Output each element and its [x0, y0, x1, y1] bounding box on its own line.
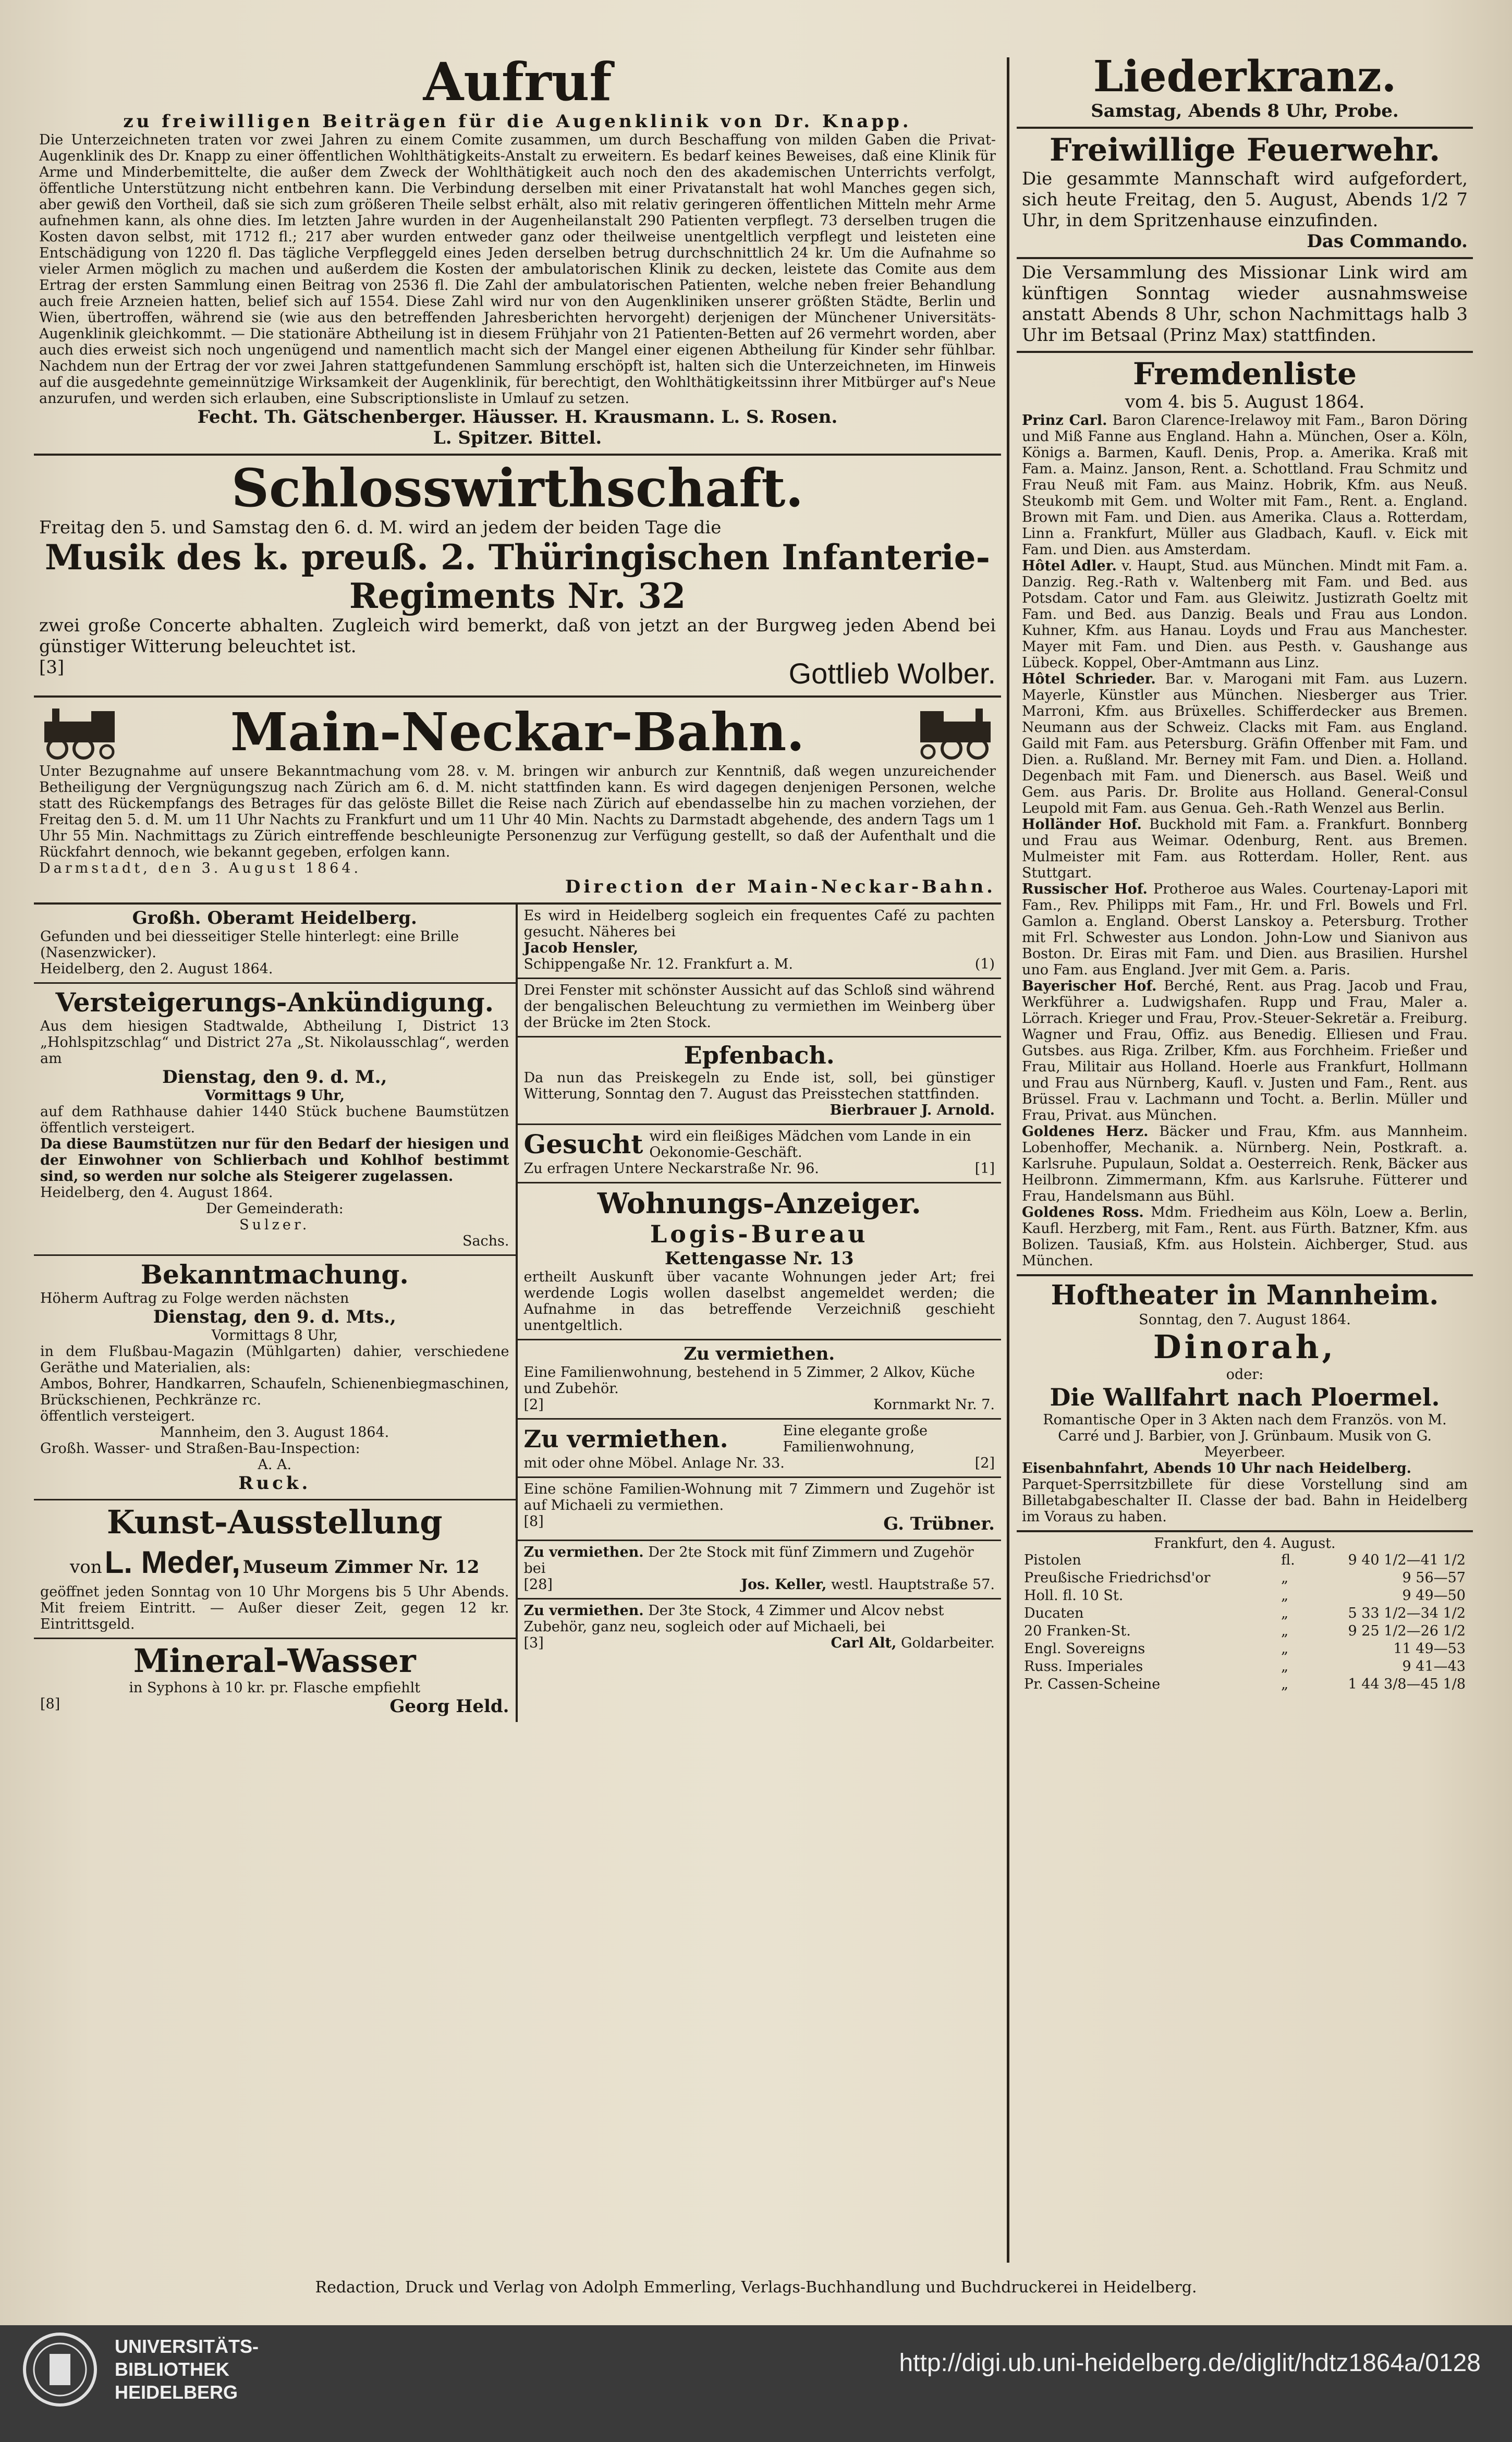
kunst-name: L. Meder,	[104, 1545, 240, 1580]
vermieten-4-title: Zu vermiethen.	[523, 1544, 644, 1560]
mineral-title: Mineral-Wasser	[133, 1642, 416, 1680]
feuerwehr-ad	[1017, 129, 1473, 259]
money-name: Holl. fl. 10 St.	[1024, 1588, 1124, 1604]
versteigerung-ad	[34, 984, 516, 1256]
money-name: Pistolen	[1024, 1552, 1081, 1568]
money-name: 20 Franken-St.	[1024, 1623, 1131, 1639]
vermieten-5-body: Der 3te Stock, 4 Zimmer und Alcov nebst Zubehör, ganz neu, sogleich oder auf Michaeli, bei	[523, 1603, 944, 1635]
left-column	[34, 50, 1001, 2249]
schloss-band-line2: Regiments Nr. 32	[349, 576, 686, 616]
schloss-line1: Freitag den 5. und Samstag den 6. d. M. wird an jedem der beiden Tage die	[39, 517, 722, 538]
wohnungs-body: ertheilt Auskunft über vacante Wohnungen jeder Art; frei werdende Logis wollen daselbst angemeldet werden; die Aufnahme in das betreffende Verzeichniß geschieht unentgeltlich.	[523, 1269, 995, 1334]
bekannt-ad	[34, 1256, 516, 1500]
aufruf-title: Aufruf	[423, 51, 612, 113]
fremdenliste-hotel: Holländer Hof.	[1022, 816, 1142, 833]
theater-oder: oder:	[1226, 1366, 1264, 1383]
epfenbach-title: Epfenbach.	[684, 1041, 835, 1069]
bahn-body: Unter Bezugnahme auf unsere Bekanntmachung vom 28. v. M. bringen wir anburch zur Kenntniß, daß wegen unzureichender Betheiligung der Vergnügungszug nach Zürich am 6. d. M. nicht stattfinden kann. Es wird dagegen denjenigen Personen, welche statt des Rückempfangs des Betrages für das gelöste Billet die Reise nach Zürich auf ebendasselbe hin zu machen vorziehen, der Freitag den 5. d. M. um 11 Uhr Nachts zu Frankfurt und um 11 Uhr 40 Min. Nachts zu Darmstadt abgehende, des andern Tags um 1 Uhr 55 Min. Nachmittags zu Zürich eintreffende beschleunigte Personenzug zur Verfügung gestellt, so daß der Aufenthalt und die Rückfahrt dennoch, wie bekannt gegeben, erfolgen kann.	[39, 763, 996, 860]
money-val: 5 33 1/2—34 1/2	[1348, 1605, 1466, 1621]
versteigerung-time: Vormittags 9 Uhr,	[204, 1088, 345, 1104]
library-name-line2: BIBLIOTHEK	[115, 2359, 229, 2380]
money-row	[1022, 1552, 1468, 1569]
money-cur: „	[1281, 1658, 1289, 1675]
fremdenliste-sub: vom 4. bis 5. August 1864.	[1125, 392, 1365, 412]
library-seal-icon	[21, 2330, 99, 2409]
bekannt-body3: Ambos, Bohrer, Handkarren, Schaufeln, Schienenbiegmaschinen, Brückschienen, Pechkränze rc.	[40, 1376, 509, 1408]
fremdenliste-entry	[1022, 1204, 1468, 1269]
bekannt-body4: öffentlich versteigert.	[40, 1408, 196, 1424]
schloss-band-line1: Musik des k. preuß. 2. Thüringischen Infanterie-	[45, 537, 990, 578]
bekannt-signer2: A. A.	[258, 1457, 292, 1473]
epfenbach-signer: Bierbrauer J. Arnold.	[830, 1102, 995, 1118]
fremdenliste-guests: Protheroe aus Wales. Courtenay-Lapori mit Fam., Rev. Philipps mit Fam., Hr. und Frl. Bowels und Frl. Gamlon a. England. Oberst Lanskoy a. Petersburg. Trother mit Frl. Schwester aus London. John-Low und Sianivon aus Boston. Dr. Eiras mit Fam. und Dien. aus Brasilien. Hurshel uno Fam. aus England. Jver mit Gem. a. Paris.	[1022, 881, 1468, 978]
money-val: 9 25 1/2—26 1/2	[1348, 1623, 1466, 1639]
vermieten-4-num: [28]	[523, 1577, 553, 1593]
epfenbach-body: Da nun das Preiskegeln zu Ende ist, soll, bei günstiger Witterung, Sonntag den 7. August das Preisstechen stattfinden.	[523, 1070, 995, 1102]
cafe-ad	[518, 905, 1002, 979]
wohnungs-title: Wohnungs-Anzeiger.	[597, 1187, 921, 1220]
digital-source-link[interactable]: http://digi.ub.uni-heidelberg.de/diglit/hdtz1864a/0128	[899, 2349, 1481, 2377]
versteigerung-signer3: Sachs.	[462, 1233, 509, 1249]
missionar-body: Die Versammlung des Missionar Link wird am künftigen Sonntag wieder ausnahmsweise anstatt Abends 8 Uhr, schon Nachmittags halb 3 Uhr im Betsaal (Prinz Max) stattfinden.	[1022, 262, 1468, 346]
money-name: Engl. Sovereigns	[1024, 1641, 1145, 1657]
feuerwehr-title: Freiwillige Feuerwehr.	[1049, 132, 1441, 168]
cafe-num: (1)	[974, 956, 995, 972]
locomotive-icon	[910, 701, 996, 763]
fremdenliste-hotel: Bayerischer Hof.	[1022, 978, 1157, 994]
gesucht-line: Zu erfragen Untere Neckarstraße Nr. 96.	[523, 1161, 819, 1177]
bekannt-body1: Höherm Auftrag zu Folge werden nächsten	[40, 1290, 349, 1307]
kunst-ad	[34, 1500, 516, 1639]
theater-ad	[1017, 1276, 1473, 1532]
fremdenliste-entry	[1022, 558, 1468, 671]
fremdenliste-hotel: Prinz Carl.	[1022, 412, 1107, 429]
theater-date: Sonntag, den 7. August 1864.	[1139, 1312, 1351, 1328]
versteigerung-signer2: Sulzer.	[239, 1217, 310, 1233]
bekannt-title: Bekanntmachung.	[140, 1259, 409, 1290]
money-cur: „	[1281, 1676, 1289, 1692]
bahn-place: Darmstadt, den 3. August 1864.	[39, 860, 362, 876]
theater-title: Hoftheater in Mannheim.	[1051, 1279, 1439, 1311]
money-val: 11 49—53	[1393, 1641, 1466, 1657]
fremdenliste-entries	[1022, 412, 1468, 1269]
vermieten-4-signer: Jos. Keller,	[741, 1577, 827, 1593]
vermieten-3-signer: G. Trübner.	[883, 1513, 995, 1534]
money-val: 1 44 3/8—45 1/8	[1348, 1676, 1466, 1692]
vermieten-1-num: [2]	[523, 1397, 544, 1413]
feuerwehr-signer: Das Commando.	[1307, 231, 1468, 252]
vermieten-2-num: [2]	[974, 1455, 995, 1471]
schloss-line2: zwei große Concerte abhalten. Zugleich wird bemerkt, daß von jetzt an der Burgweg jeden Abend bei günstiger Witterung beleuchtet ist.	[39, 615, 996, 657]
money-val: 9 56—57	[1402, 1570, 1466, 1586]
fenster-ad	[518, 979, 1002, 1037]
column-divider	[1007, 57, 1009, 2263]
oberamt-title: Großh. Oberamt Heidelberg.	[132, 908, 417, 929]
aufruf-signers-1: Fecht. Th. Gätschenberger. Häusser. H. Krausmann. L. S. Rosen.	[197, 407, 838, 428]
fremdenliste-hotel: Russischer Hof.	[1022, 881, 1148, 897]
liederkranz-ad	[1017, 50, 1473, 129]
versteigerung-body2: auf dem Rathhause dahier 1440 Stück buchene Baumstützen öffentlich versteigert.	[40, 1104, 509, 1136]
money-row	[1022, 1622, 1468, 1640]
fremdenliste-entry	[1022, 1124, 1468, 1204]
fenster-body: Drei Fenster mit schönster Aussicht auf das Schloß sind während der bengalischen Beleuchtung zu vermiethen im Weinberg über der Brücke im 2ten Stock.	[523, 982, 995, 1031]
kunst-title: Kunst-Ausstellung	[106, 1503, 443, 1541]
money-row	[1022, 1658, 1468, 1676]
vermieten-ad-4	[518, 1541, 1002, 1599]
gesucht-num: [1]	[974, 1161, 995, 1177]
gesucht-body: wird ein fleißiges Mädchen vom Lande in ein Oekonomie-Geschäft.	[649, 1128, 971, 1161]
kunst-body: geöffnet jeden Sonntag von 10 Uhr Morgens bis 5 Uhr Abends. Mit freiem Eintritt. — Außer dieser Zeit, gegen 12 kr. Eintrittsgeld.	[40, 1584, 509, 1632]
fremdenliste-guests: Buckhold mit Fam. a. Frankfurt. Bonnberg und Frau aus Weimar. Odenburg, Rent. aus Bremen. Mulmeister mit Fam. aus Rotterdam. Holler, Rent. aus Stuttgart.	[1022, 816, 1468, 881]
vermieten-5-address: Goldarbeiter.	[901, 1635, 995, 1651]
vermieten-2-side: Eine elegante große Familienwohnung,	[783, 1423, 928, 1455]
money-table	[1022, 1552, 1468, 1693]
fremdenliste-hotel: Hôtel Schrieder.	[1022, 671, 1156, 687]
locomotive-icon	[39, 701, 125, 763]
vermieten-5-num: [3]	[523, 1635, 544, 1651]
schloss-signer: Gottlieb Wolber.	[788, 657, 996, 690]
fremdenliste-guests: Bar. v. Marogani mit Fam. aus Luzern. Mayerle, Künstler aus München. Niesberger aus Trier. Marroni, Kfm. aus Brüxelles. Schifferdecker aus Bremen. Neumann aus der Schweiz. Clacks mit Fam. aus England. Gaild mit Fam. aus Petersburg. Gräfin Offenber mit Fam. und Dien. a. Rußland. Mr. Berney mit Fam. und Dien. a. Holland. Degenbach mit Fam. und Dienersch. aus Basel. Weiß und Gem. aus Paris. Dr. Brolite aus Holland. General-Consul Leupold mit Fam. aus Genua. Geh.-Rath Wenzel aus Berlin.	[1022, 671, 1468, 816]
epfenbach-ad	[518, 1037, 1002, 1125]
money-name: Preußische Friedrichsd'or	[1024, 1570, 1211, 1586]
theater-play2: Die Wallfahrt nach Ploermel.	[1050, 1383, 1440, 1411]
money-header: Frankfurt, den 4. August.	[1154, 1535, 1336, 1552]
mineral-ad	[34, 1639, 516, 1722]
money-row	[1022, 1605, 1468, 1622]
versteigerung-title: Versteigerungs-Ankündigung.	[55, 987, 494, 1018]
money-cur: „	[1281, 1641, 1289, 1657]
schloss-ad	[34, 456, 1001, 698]
vermieten-4-body: Der 2te Stock mit fünf Zimmern und Zugehör bei	[523, 1544, 974, 1577]
wohnungs-sub: Logis-Bureau	[650, 1220, 869, 1248]
cafe-address: Schippengaße Nr. 12. Frankfurt a. M.	[523, 956, 794, 972]
bahn-title: Main-Neckar-Bahn.	[230, 701, 805, 763]
versteigerung-signer1: Der Gemeinderath:	[205, 1201, 344, 1217]
left-subcolumn-b	[518, 905, 1002, 1722]
vermieten-4-address: westl. Hauptstraße 57.	[831, 1577, 995, 1593]
vermieten-ad-3	[518, 1478, 1002, 1541]
money-cur: „	[1281, 1588, 1289, 1604]
vermieten-ad-1	[518, 1340, 1002, 1420]
money-cur: „	[1281, 1605, 1289, 1621]
money-row	[1022, 1587, 1468, 1605]
vermieten-1-address: Kornmarkt Nr. 7.	[873, 1397, 995, 1413]
cafe-body: Es wird in Heidelberg sogleich ein frequentes Café zu pachten gesucht. Näheres bei	[523, 908, 995, 940]
versteigerung-date: Dienstag, den 9. d. M.,	[162, 1067, 387, 1088]
oberamt-body: Gefunden und bei diesseitiger Stelle hinterlegt: eine Brille (Nasenzwicker).	[40, 929, 459, 961]
fremdenliste-hotel: Hôtel Adler.	[1022, 558, 1117, 574]
money-rates	[1017, 1532, 1473, 1699]
money-row	[1022, 1569, 1468, 1587]
vermieten-1-body: Eine Familienwohnung, bestehend in 5 Zimmer, 2 Alkov, Küche und Zubehör.	[523, 1364, 975, 1397]
bekannt-signer1: Großh. Wasser- und Straßen-Bau-Inspection:	[40, 1440, 360, 1457]
mineral-signer: Georg Held.	[389, 1696, 509, 1717]
bahn-ad	[34, 698, 1001, 905]
liederkranz-line: Samstag, Abends 8 Uhr, Probe.	[1091, 101, 1399, 121]
money-row	[1022, 1676, 1468, 1693]
left-subcolumn-a	[34, 905, 518, 1722]
kunst-von: von	[70, 1557, 102, 1578]
money-cur: „	[1281, 1570, 1289, 1586]
page-footer: Redaction, Druck und Verlag von Adolph Emmerling, Verlags-Buchhandlung und Buchdruckerei in Heidelberg.	[315, 2278, 1197, 2297]
vermieten-ad-5	[518, 1599, 1002, 1656]
library-name-line3: HEIDELBERG	[115, 2382, 238, 2403]
missionar-ad	[1017, 259, 1473, 353]
fremdenliste-guests: Bäcker und Frau, Kfm. aus Mannheim. Lobenhoffer, Mechanik. a. Nürnberg. Nein, Postkraft. a. Karlsruhe. Pupulaun, Soldat a. Oesterreich. Renk, Bäcker aus Heilbronn. Zimmermann, Kfm. aus Karlsruhe. Fütterer und Frau, Handelsmann aus Bühl.	[1022, 1124, 1468, 1204]
money-val: 9 49—50	[1402, 1588, 1466, 1604]
fremdenliste-title: Fremdenliste	[1132, 356, 1357, 392]
money-row	[1022, 1640, 1468, 1658]
fremdenliste-entry	[1022, 671, 1468, 816]
bekannt-signer3: Ruck.	[238, 1473, 311, 1494]
aufruf-body: Die Unterzeichneten traten vor zwei Jahren zu einem Comite zusammen, um durch Beschaffung von milden Gaben die Privat-Augenklinik des Dr. Knapp zu einer öffentlichen Wohlthätigkeits-Anstalt zu erweitern. Es bedarf keines Beweises, daß eine Klinik für Arme und Minderbemittelte, die außer dem Zweck der Wohlthätigkeit auch noch den des akademischen Unterrichts verfolgt, öffentliche Unterstützung nicht entbehren kann. Die Verbindung derselben mit einer Privatanstalt hat wohl Manches gegen sich, aber gewiß den Vortheil, daß sie sich zum größeren Theile selbst erhält, also mit relativ geringeren öffentlichen Mitteln mehr Arme aufnehmen kann, als ohne dies. Im letzten Jahre wurden in der Augenheilanstalt 290 Patienten verpflegt. 73 derselben trugen die Kosten davon selbst, mit 1712 fl.; 217 aber wurden entweder ganz oder theilweise unentgeltlich verpflegt und leisteten eine Entschädigung von 1220 fl. Das tägliche Verpfleggeld eines Jeden derselben betrug durchschnittlich 24 kr. Um die Aufnahme so vieler Armen möglich zu machen und außerdem die Kosten der ambulatorischen Klinik zu decken, leistete das Comite aus dem Ertrag der ersten Sammlung einen Beitrag von 2536 fl. Die Zahl der ambulatorischen Patienten, welche neben freier Behandlung auch freie Arzneien hatten, belief sich auf 1554. Diese Zahl wird nur von den Augenkliniken unserer größten Städte, Berlin und Wien, übertroffen, während sie (wie aus den betreffenden Jahresberichten hervorgeht) derjenigen der Münchener Universitäts-Augenklinik gleichkommt. — Die stationäre Abtheilung ist in diesem Frühjahr von 21 Patienten-Betten auf 26 vermehrt worden, aber auch dies erweist sich noch ungenügend und namentlich macht sich der Mangel einer eigenen Abtheilung für Kinder sehr fühlbar. Nachdem nun der Ertrag der vor zwei Jahren stattgefundenen Sammlung erschöpft ist, halten sich die Unterzeichneten, im Hinweis auf die ausgedehnte gemeinnützige Wirksamkeit der Augenklinik, für berechtigt, den Wohlthätigkeitssinn ihrer Mitbürger auf's Neue anzurufen, und werden sich erlauben, eine Subscriptionsliste in Umlauf zu setzen.	[39, 132, 996, 407]
fremdenliste-guests: Mdm. Friedheim aus Köln, Loew a. Berlin, Kaufl. Herzberg, mit Fam., Rent. aus Fürth. Batzner, Kfm. aus Bolizen. Tausiaß, Kfm. aus Holstein. Aichberger, Stud. aus München.	[1022, 1204, 1468, 1269]
versteigerung-body3: Da diese Baumstützen nur für den Bedarf der hiesigen und der Einwohner von Schlierbach und Kohlhof bestimmt sind, so werden nur solche als Steigerer zugelassen.	[40, 1136, 509, 1185]
library-logo[interactable]	[21, 2330, 259, 2409]
vermieten-5-title: Zu vermiethen.	[523, 1603, 644, 1619]
vermieten-ad-2	[518, 1420, 1002, 1478]
fremdenliste-hotel: Goldenes Ross.	[1022, 1204, 1144, 1220]
schloss-title: Schlosswirthschaft.	[231, 457, 804, 519]
money-cur: fl.	[1281, 1552, 1295, 1568]
wohnungs-ad	[518, 1183, 1002, 1340]
kunst-location: Museum Zimmer Nr. 12	[242, 1557, 480, 1578]
vermieten-3-num: [8]	[523, 1513, 544, 1530]
vermieten-5-signer: Carl Alt,	[831, 1635, 897, 1651]
fremdenliste	[1017, 353, 1473, 1276]
theater-desc: Romantische Oper in 3 Akten nach dem Französ. von M. Carré und J. Barbier, von J. Grünbaum. Musik von G. Meyerbeer.	[1043, 1412, 1447, 1460]
fremdenliste-entry	[1022, 881, 1468, 978]
money-val: 9 41—43	[1402, 1658, 1466, 1675]
vermieten-2-title: Zu vermiethen.	[523, 1425, 728, 1453]
mineral-body: in Syphons à 10 kr. pr. Flasche empfiehlt	[129, 1680, 421, 1696]
bahn-signer: Direction der Main-Neckar-Bahn.	[565, 876, 996, 897]
bekannt-time: Vormittags 8 Uhr,	[211, 1327, 338, 1344]
aufruf-signers-2: L. Spitzer. Bittel.	[433, 428, 602, 448]
fremdenliste-guests: Baron Clarence-Irelawoy mit Fam., Baron Döring und Miß Fanne aus England. Hahn a. München, Oser a. Köln, Königs a. Barmen, Kaufl. Denis, Prop. a. Amerika. Kraß mit Fam. a. Mainz. Janson, Rent. a. Schottland. Frau Schmitz und Frau Neuß mit Fam. aus Mainz. Hobrik, Kfm. aus Neuß. Steukomb mit Gem. und Wolter mit Fam., Rent. a. England. Brown mit Fam. und Dien. aus Amerika. Claus a. Rotterdam, Linn a. Frankfurt, Müller aus Gladbach, Kaufl. v. Eick mit Fam. und Dien. aus Amsterdam.	[1022, 412, 1468, 558]
fremdenliste-entry	[1022, 978, 1468, 1124]
versteigerung-body1: Aus dem hiesigen Stadtwalde, Abtheilung I, District 13 „Hohlspitzschlag“ und District 27a „St. Nikolausschlag“, werden am	[40, 1018, 509, 1067]
fremdenliste-entry	[1022, 816, 1468, 881]
oberamt-place: Heidelberg, den 2. August 1864.	[40, 961, 273, 977]
right-column	[1017, 50, 1473, 2249]
money-name: Ducaten	[1024, 1605, 1084, 1621]
feuerwehr-body: Die gesammte Mannschaft wird aufgefordert, sich heute Freitag, den 5. August, Abends 1/2 7 Uhr, in dem Spritzenhause einzufinden.	[1022, 168, 1468, 231]
bekannt-place: Mannheim, den 3. August 1864.	[160, 1424, 389, 1440]
bekannt-body2: in dem Flußbau-Magazin (Mühlgarten) dahier, verschiedene Geräthe und Materialien, als:	[40, 1344, 509, 1376]
versteigerung-place: Heidelberg, den 4. August 1864.	[40, 1185, 273, 1201]
mineral-num: [8]	[40, 1696, 60, 1712]
aufruf-ad	[34, 50, 1001, 456]
liederkranz-title: Liederkranz.	[1093, 52, 1397, 102]
theater-parquet: Parquet-Sperrsitzbillete für diese Vorstellung sind am Billetabgabeschalter II. Classe der bad. Bahn in Heidelberg im Voraus zu haben.	[1022, 1476, 1468, 1525]
left-subcolumns	[34, 905, 1001, 1722]
gesucht-ad	[518, 1125, 1002, 1183]
gesucht-title: Gesucht	[523, 1129, 643, 1159]
money-name: Russ. Imperiales	[1024, 1658, 1143, 1675]
money-name: Pr. Cassen-Scheine	[1024, 1676, 1161, 1692]
money-cur: „	[1281, 1623, 1289, 1639]
wohnungs-address: Kettengasse Nr. 13	[664, 1248, 854, 1269]
money-val: 9 40 1/2—41 1/2	[1348, 1552, 1466, 1568]
theater-train: Eisenbahnfahrt, Abends 10 Uhr nach Heidelberg.	[1022, 1460, 1412, 1476]
fremdenliste-hotel: Goldenes Herz.	[1022, 1124, 1149, 1140]
cafe-name: Jacob Hensler,	[523, 940, 639, 956]
oberamt-ad	[34, 905, 516, 984]
vermieten-2-body: mit oder ohne Möbel. Anlage Nr. 33.	[523, 1455, 785, 1471]
fremdenliste-guests: Berché, Rent. aus Prag. Jacob und Frau, Werkführer a. Ludwigshafen. Rupp und Frau, Maler a. Lörrach. Krieger und Frau, Prov.-Steuer-Sekretär a. Freiburg. Wagner und Frau, Offiz. aus Benedig. Elliesen und Frau. Gutsbes. aus Riga. Zrilber, Kfm. aus Forchheim. Frießer und Frau, Militair aus Holland. Hoerle aus Frankfurt, Hollmann und Frau aus Nürnberg, Kaufl. v. Justen und Fam., Rent. aus Brüssel. Frau v. Lachmann und Tocht. a. Berlin. Müller und Frau, Privat. aus München.	[1022, 978, 1468, 1124]
bekannt-date: Dienstag, den 9. d. Mts.,	[153, 1307, 396, 1327]
theater-play: Dinorah,	[1153, 1328, 1337, 1366]
fremdenliste-entry	[1022, 412, 1468, 558]
aufruf-subtitle: zu freiwilligen Beiträgen für die Augenklinik von Dr. Knapp.	[123, 111, 912, 132]
fremdenliste-guests: v. Haupt, Stud. aus München. Mindt mit Fam. a. Danzig. Reg.-Rath v. Waltenberg mit Fam. und Bed. aus Potsdam. Cator und Fam. aus Gleiwitz. Justizrath Goeltz mit Fam. und Bed. aus Danzig. Beals und Frau aus London. Kuhner, Kfm. aus Hanau. Loyds und Frau aus Manchester. Mayer mit Fam. und Dien. aus Pesth. v. Gaushange aus Lübeck. Koppel, Ober-Amtmann aus Linz.	[1022, 558, 1468, 671]
vermieten-1-title: Zu vermiethen.	[684, 1344, 835, 1364]
vermieten-3-body: Eine schöne Familien-Wohnung mit 7 Zimmern und Zugehör ist auf Michaeli zu vermiethen.	[523, 1481, 995, 1513]
library-name-line1: UNIVERSITÄTS-	[115, 2336, 259, 2357]
schloss-num: [3]	[39, 657, 65, 678]
